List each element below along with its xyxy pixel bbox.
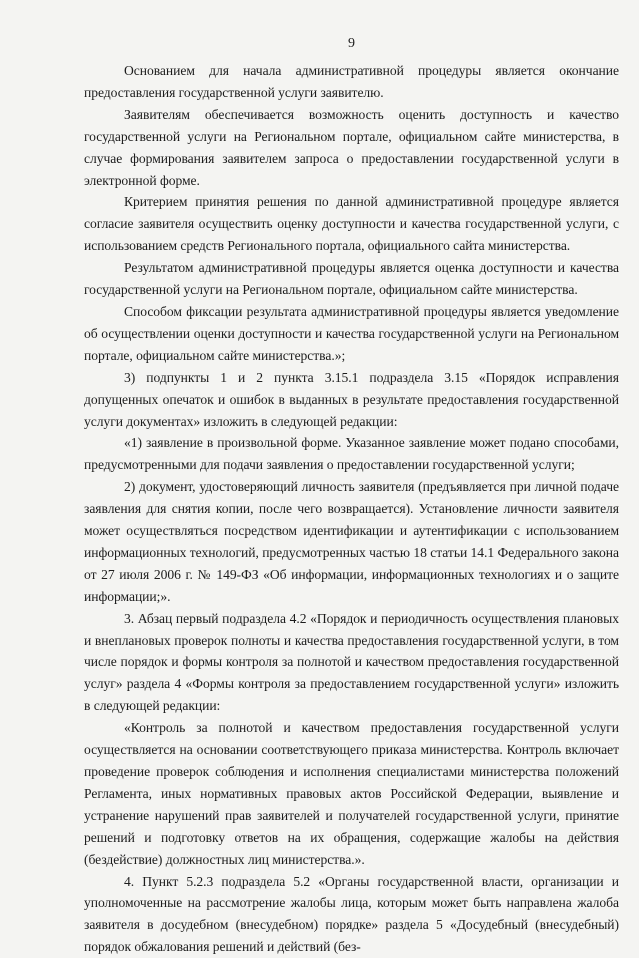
paragraph: Способом фиксации результата административной процедуры является уведомление об осуществлении оценки доступности и качества государственной услуги на Региональном портале, официальном сайте министерства.»;	[84, 303, 619, 363]
paragraph: Заявителям обеспечивается возможность оценить доступность и качество государственной услуги на Региональном портале, официальном сайте министерства, в случае формирования заявителем запроса о предоставлении государственной услуги в электронной форме.	[84, 106, 619, 188]
paragraph: 3. Абзац первый подраздела 4.2 «Порядок и периодичность осуществления плановых и внеплановых проверок полноты и качества предоставления государственной услуги, в том числе порядок и формы контроля за полнотой и качеством предоставления государственной услуг» раздела 4 «Формы контроля за предоставлением государственной услуги» изложить в следующей редакции:	[84, 610, 619, 714]
paragraph: Результатом административной процедуры является оценка доступности и качества государственной услуги на Региональном портале, официальном сайте министерства.	[84, 260, 619, 298]
paragraph: «Контроль за полнотой и качеством предоставления государственной услуги осуществляется на основании соответствующего приказа министерства. Контроль включает проведение проверок соблюдения и исполнения специалистами министерства положений Регламента, иных нормативных правовых актов Российской Федерации, выявление и устранение нарушений прав заявителей и получателей государственной услуги, принятие решений и подготовку ответов на их обращения, содержащие жалобы на действия (бездействие) должностных лиц министерства.».	[84, 720, 619, 867]
page-number: 9	[348, 36, 355, 51]
paragraph: Основанием для начала административной процедуры является окончание предоставления государственной услуги заявителю.	[84, 63, 619, 100]
paragraph: 3) подпункты 1 и 2 пункта 3.15.1 подраздела 3.15 «Порядок исправления допущенных опечаток и ошибок в выданных в результате предоставления государственной услуги документах» изложить в следующей редакции:	[84, 369, 619, 429]
paragraph: 2) документ, удостоверяющий личность заявителя (предъявляется при личной подаче заявления для снятия копии, после чего возвращается). Установление личности заявителя может осуществляться посредством идентификации и аутентификации с использованием информационных технологий, предусмотренных частью 18 статьи 14.1 Федерального закона от 27 июля 2006 г. № 149-ФЗ «Об информации, информационных технологиях и о защите информации;».	[84, 479, 619, 604]
paragraph: «1) заявление в произвольной форме. Указанное заявление может подано способами, предусмотренными для подачи заявления о предоставлении государственной услуги;	[84, 435, 619, 473]
paragraph: Критерием принятия решения по данной административной процедуре является согласие заявителя осуществить оценку доступности и качества государственной услуги, с использованием средств Регионального портала, официального сайта министерства.	[84, 194, 619, 254]
paragraph: 4. Пункт 5.2.3 подраздела 5.2 «Органы государственной власти, организации и уполномоченные на рассмотрение жалобы лица, которым может быть направлена жалоба заявителя в досудебном (внесудебном) порядке» раздела 5 «Досудебный (внесудебный) порядок обжалования решений и действий (без-	[84, 873, 619, 955]
